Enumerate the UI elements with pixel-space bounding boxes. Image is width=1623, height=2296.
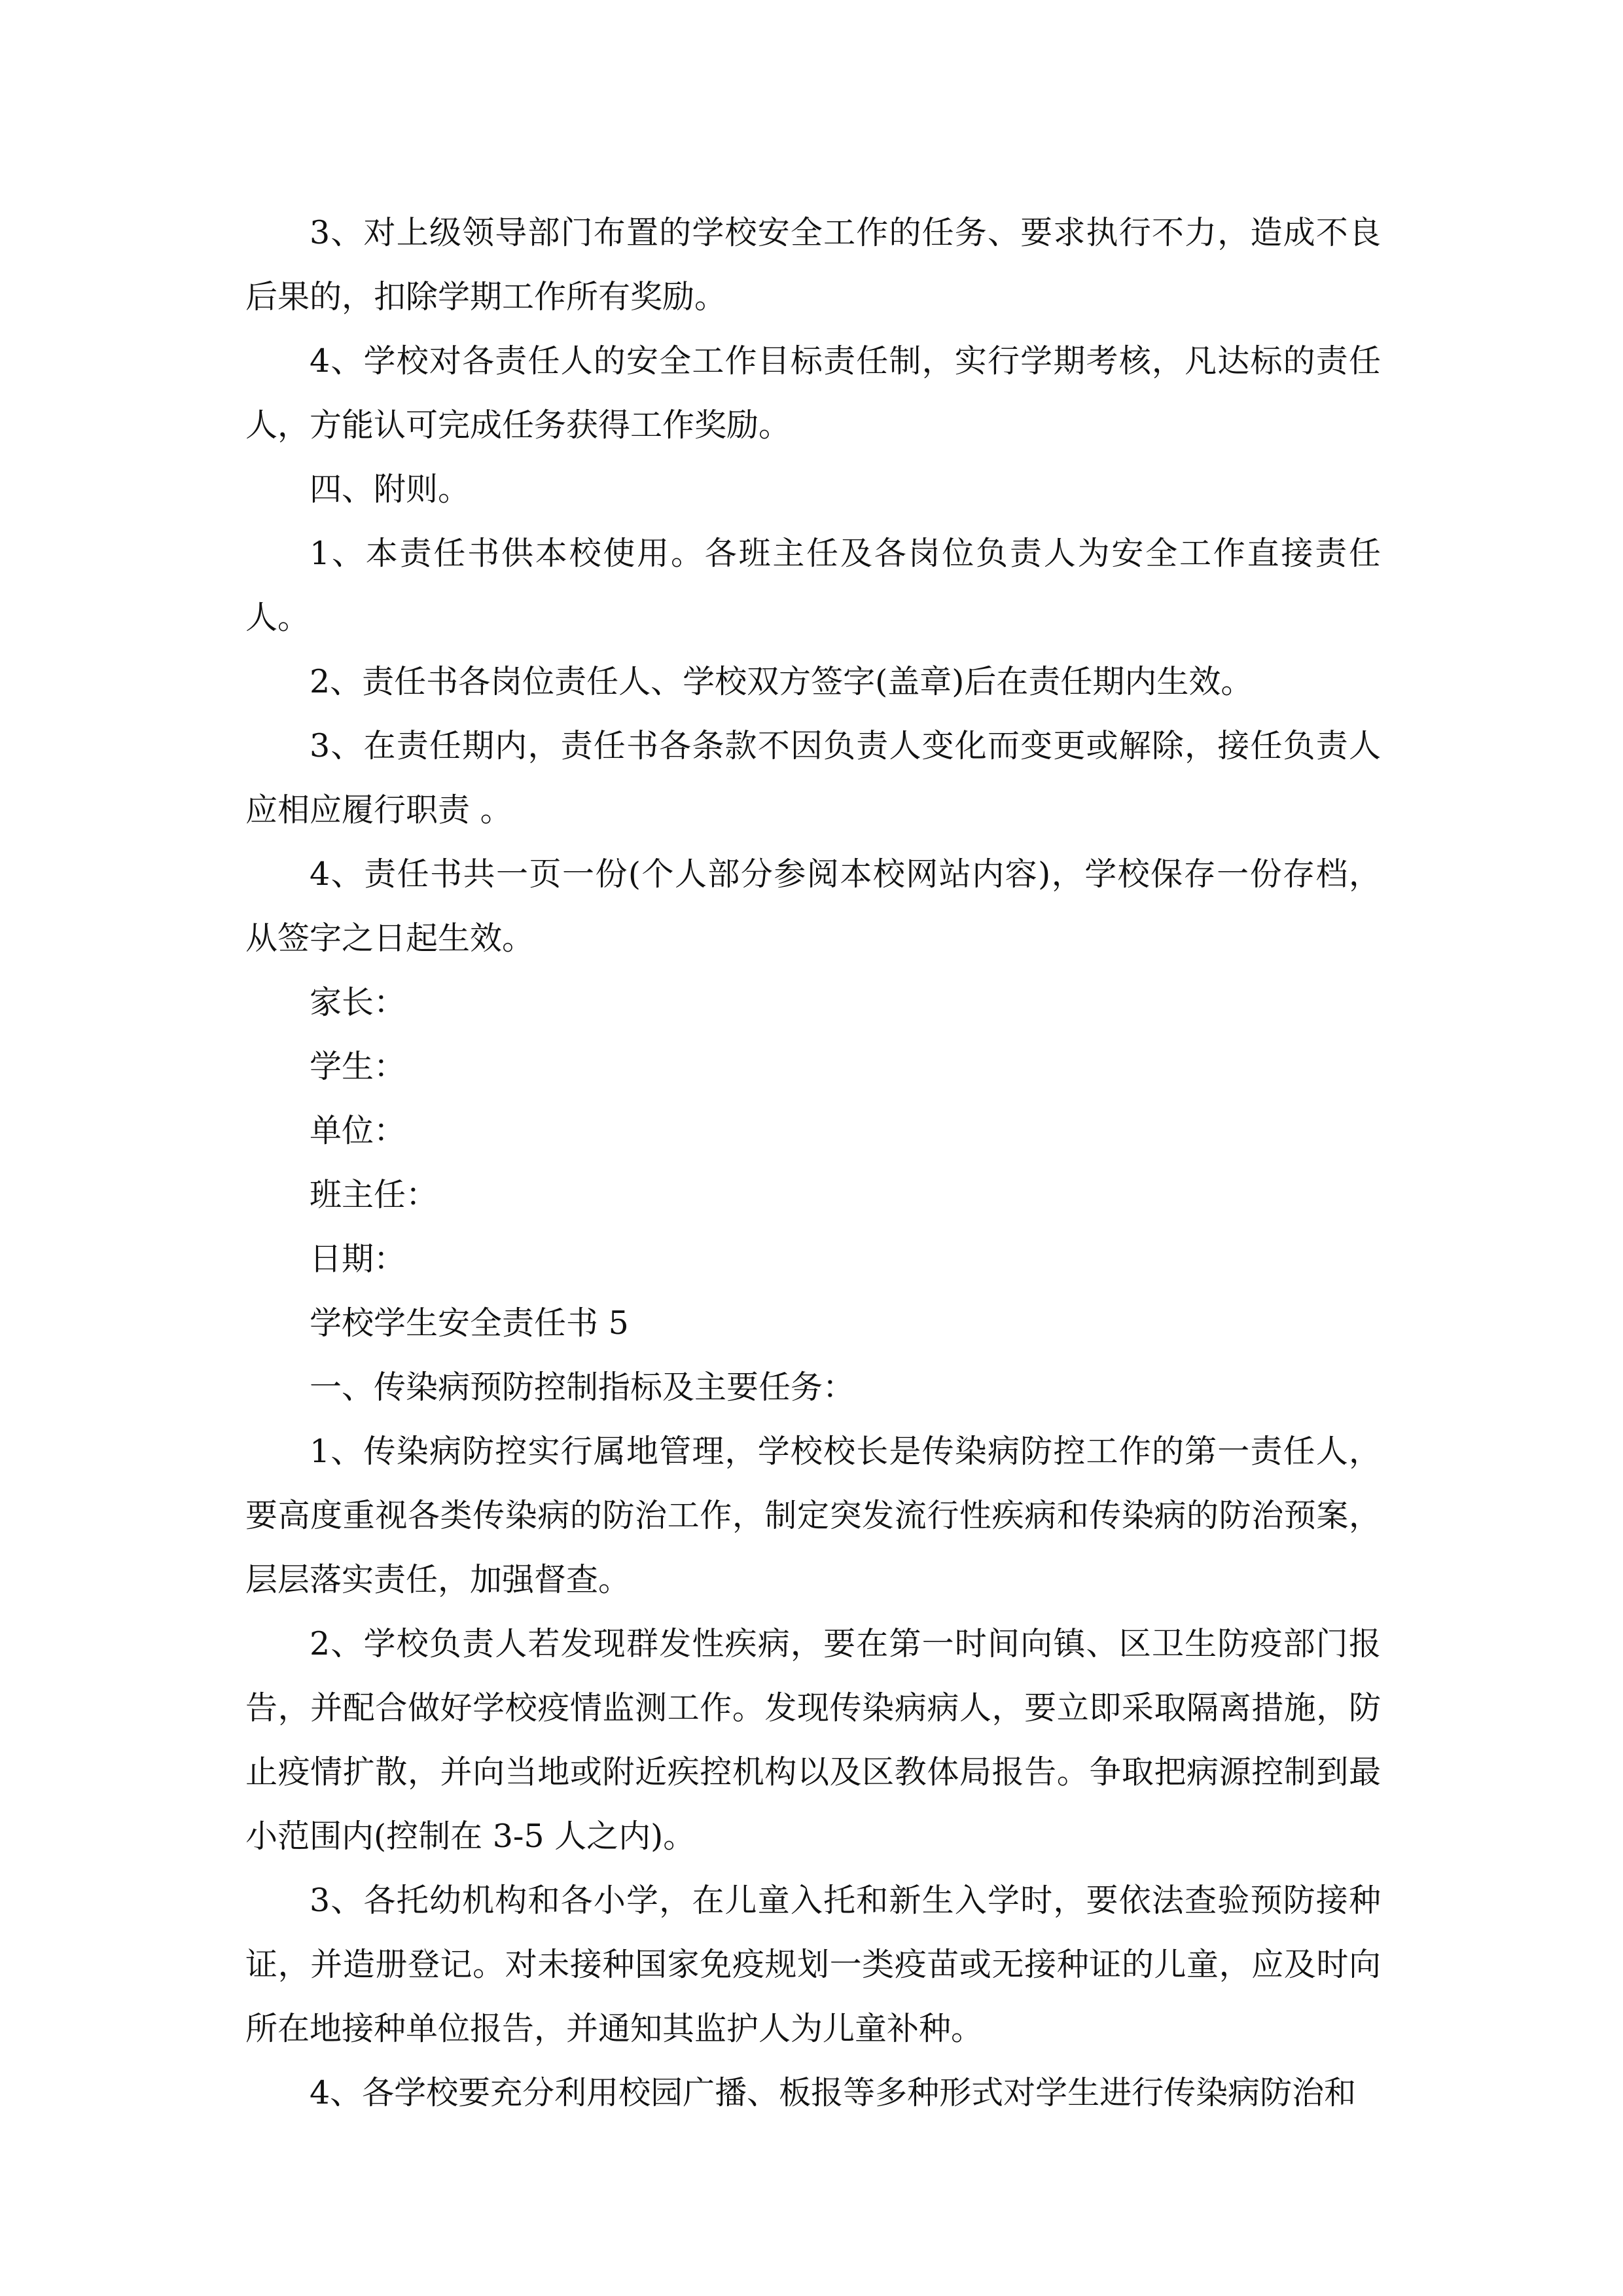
paragraph: 4、责任书共一页一份(个人部分参阅本校网站内容)，学校保存一份存档，从签字之日起生效。 — [245, 855, 1381, 957]
paragraph: 3、对上级领导部门布置的学校安全工作的任务、要求执行不力，造成不良后果的，扣除学期工作所有奖励。 — [245, 214, 1381, 315]
section-heading-appendix: 四、附则。 — [310, 471, 471, 508]
signature-line-date: 日期： — [310, 1240, 406, 1278]
paragraph: 2、责任书各岗位责任人、学校双方签字(盖章)后在责任期内生效。 — [310, 663, 1253, 700]
paragraph: 3、各托幼机构和各小学，在儿童入托和新生入学时，要依法查验预防接种证，并造册登记。对未接种国家免疫规划一类疫苗或无接种证的儿童，应及时向所在地接种单位报告，并通知其监护人为儿童补种。 — [245, 1882, 1381, 2047]
paragraph: 2、学校负责人若发现群发性疾病，要在第一时间向镇、区卫生防疫部门报告，并配合做好学校疫情监测工作。发现传染病病人，要立即采取隔离措施，防止疫情扩散，并向当地或附近疾控机构以及区教体局报告。争取把病源控制到最小范围内(控制在 3-5 人之内)。 — [245, 1625, 1381, 1855]
document-body — [245, 201, 1381, 2125]
section-title: 学校学生安全责任书 5 — [310, 1304, 629, 1342]
section-heading: 一、传染病预防控制指标及主要任务： — [310, 1369, 855, 1406]
paragraph: 4、各学校要充分利用校园广播、板报等多种形式对学生进行传染病防治和 — [310, 2074, 1357, 2111]
signature-line-head-teacher: 班主任： — [310, 1176, 438, 1213]
signature-line-student: 学生： — [310, 1048, 406, 1085]
paragraph: 1、本责任书供本校使用。各班主任及各岗位负责人为安全工作直接责任人。 — [245, 535, 1381, 636]
paragraph: 3、在责任期内，责任书各条款不因负责人变化而变更或解除，接任负责人应相应履行职责 。 — [245, 727, 1381, 829]
paragraph: 4、学校对各责任人的安全工作目标责任制，实行学期考核，凡达标的责任人，方能认可完成任务获得工作奖励。 — [245, 342, 1381, 444]
signature-line-unit: 单位： — [310, 1112, 406, 1149]
signature-line-parent: 家长： — [310, 984, 406, 1021]
paragraph: 1、传染病防控实行属地管理，学校校长是传染病防控工作的第一责任人，要高度重视各类传染病的防治工作，制定突发流行性疾病和传染病的防治预案，层层落实责任，加强督查。 — [245, 1433, 1381, 1598]
